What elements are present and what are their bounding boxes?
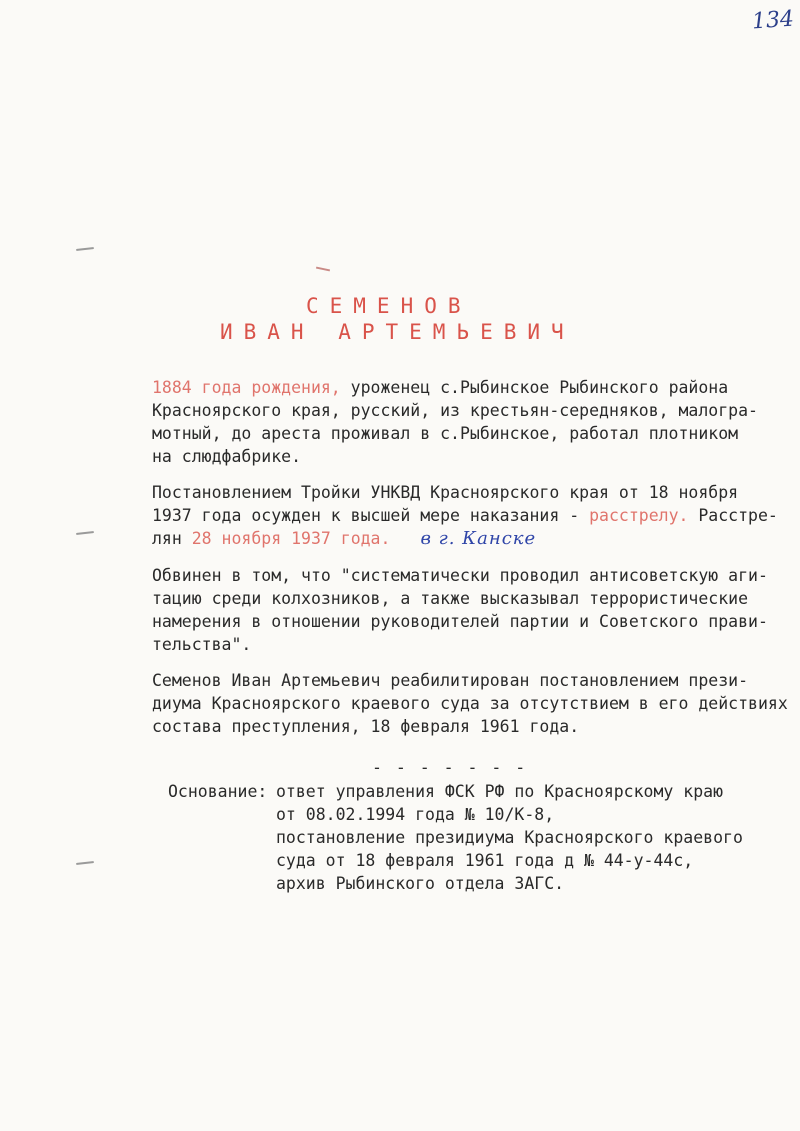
basis-item: от 08.02.1994 года № 10/К-8,: [276, 805, 555, 824]
basis-item: архив Рыбинского отдела ЗАГС.: [276, 874, 565, 893]
basis-item: постановление президиума Красноярского краевого: [276, 828, 743, 847]
margin-hole-mark: [76, 247, 94, 251]
basis-list: [276, 780, 743, 895]
execution-word: расстрелу.: [589, 506, 689, 525]
paragraph-line: [152, 376, 772, 399]
title-surname: СЕМЕНОВ: [306, 294, 472, 318]
sentence-text: лян: [152, 529, 192, 548]
margin-hole-mark: [76, 861, 94, 865]
paragraph-line: состава преступления, 18 февраля 1961 года.: [152, 717, 580, 736]
execution-date: 28 ноября 1937 года.: [191, 529, 391, 548]
paragraph-line: тацию среди колхозников, а также высказывал террористические: [152, 589, 749, 608]
paragraph-line: намерения в отношении руководителей партии и Советского прави-: [152, 612, 768, 631]
paragraph-biography: [152, 376, 772, 468]
paragraph-rehabilitation: [152, 669, 788, 738]
paragraph-line: Обвинен в том, что "систематически проводил антисоветскую аги-: [152, 566, 768, 585]
paragraph-line: мотный, до ареста проживал в с.Рыбинское, работал плотником: [152, 424, 739, 443]
birth-year-text: 1884 года рождения,: [152, 378, 341, 397]
handwritten-place-note: в г. Канске: [420, 528, 537, 549]
margin-hole-mark: [76, 531, 94, 535]
paragraph-line: Красноярского края, русский, из крестьян-середняков, малогра-: [152, 401, 758, 420]
title-given-names: ИВАН АРТЕМЬЕВИЧ: [220, 320, 575, 344]
sentence-text: 1937 года осужден к высшей мере наказания -: [152, 506, 590, 525]
paragraph-accusation: [152, 564, 772, 656]
pencil-mark: [316, 267, 330, 272]
basis-item: суда от 18 февраля 1961 года д № 44-у-44с,: [276, 851, 694, 870]
birthplace-text: уроженец с.Рыбинское Рыбинского района: [340, 378, 729, 397]
paragraph-line: диума Красноярского краевого суда за отсутствием в его действиях: [152, 694, 788, 713]
paragraph-sentence: [152, 481, 778, 550]
basis-label: Основание:: [168, 782, 268, 801]
basis-item: ответ управления ФСК РФ по Красноярскому краю: [276, 782, 724, 801]
page-number: 134: [751, 6, 795, 35]
paragraph-line: Семенов Иван Артемьевич реабилитирован постановлением прези-: [152, 671, 749, 690]
paragraph-line: на слюдфабрике.: [152, 447, 302, 466]
sentence-text: Расстре-: [688, 506, 778, 525]
paragraph-line: [152, 527, 772, 550]
paragraph-line: [152, 504, 778, 527]
paragraph-line: Постановлением Тройки УНКВД Красноярского края от 18 ноября: [152, 483, 739, 502]
section-separator: - - - - - - -: [372, 758, 528, 777]
paragraph-line: тельства".: [152, 635, 252, 654]
